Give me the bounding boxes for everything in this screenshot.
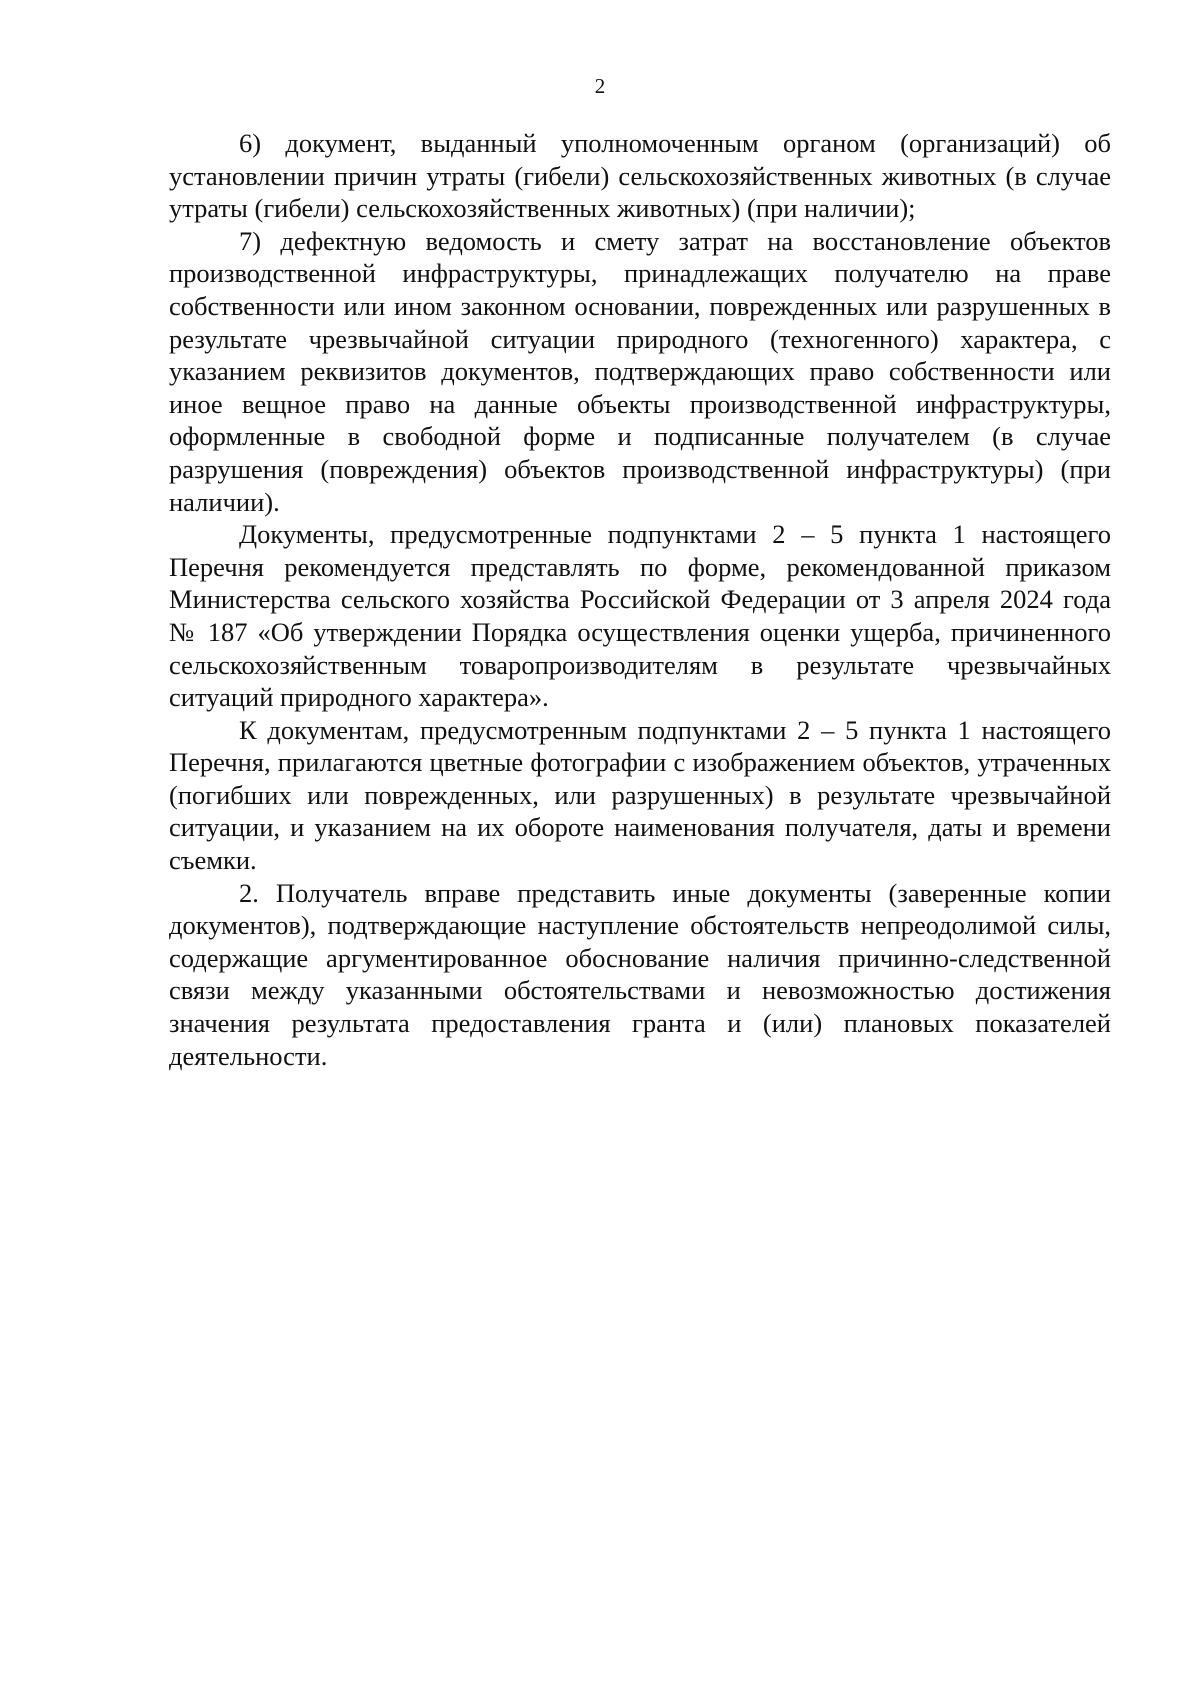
paragraph-point-2: 2. Получатель вправе представить иные документы (заверенные копии документов), подтверждающие наступление обстоятельств непреодолимой силы, содержащие аргументированное обоснование наличия причинно-следственной связи между указанными обстоятельствами и невозможностью достижения значения результата предоставления гранта и (или) плановых показателей деятельности. [169,877,1111,1071]
document-body [169,127,1111,1072]
paragraph-photographs: К документам, предусмотренным подпунктами 2 – 5 пункта 1 настоящего Перечня, прилагаются цветные фотографии с изображением объектов, утраченных (погибших или поврежденных, или разрушенных) в результате чрезвычайной ситуации, и указанием на их обороте наименования получателя, даты и времени съемки. [169,714,1111,876]
page-number: 2 [594,74,606,98]
paragraph-item-7: 7) дефектную ведомость и смету затрат на восстановление объектов производственной инфраструктуры, принадлежащих получателю на праве собственности или ином законном основании, поврежденных или разрушенных в результате чрезвычайной ситуации природного (техногенного) характера, с указанием реквизитов документов, подтверждающих право собственности или иное вещное право на данные объекты производственной инфраструктуры, оформленные в свободной форме и подписанные получателем (в случае разрушения (повреждения) объектов производственной инфраструктуры) (при наличии). [169,225,1111,517]
paragraph-documents-form: Документы, предусмотренные подпунктами 2 – 5 пункта 1 настоящего Перечня рекомендуется представлять по форме, рекомендованной приказом Министерства сельского хозяйства Российской Федерации от 3 апреля 2024 года № 187 «Об утверждении Порядка осуществления оценки ущерба, причиненного сельскохозяйственным товаропроизводителям в результате чрезвычайных ситуаций природного характера». [169,519,1111,713]
paragraph-item-6: 6) документ, выданный уполномоченным органом (организаций) об установлении причин утраты (гибели) сельскохозяйственных животных (в случае утраты (гибели) сельскохозяйственных животных) (при наличии); [169,128,1111,224]
